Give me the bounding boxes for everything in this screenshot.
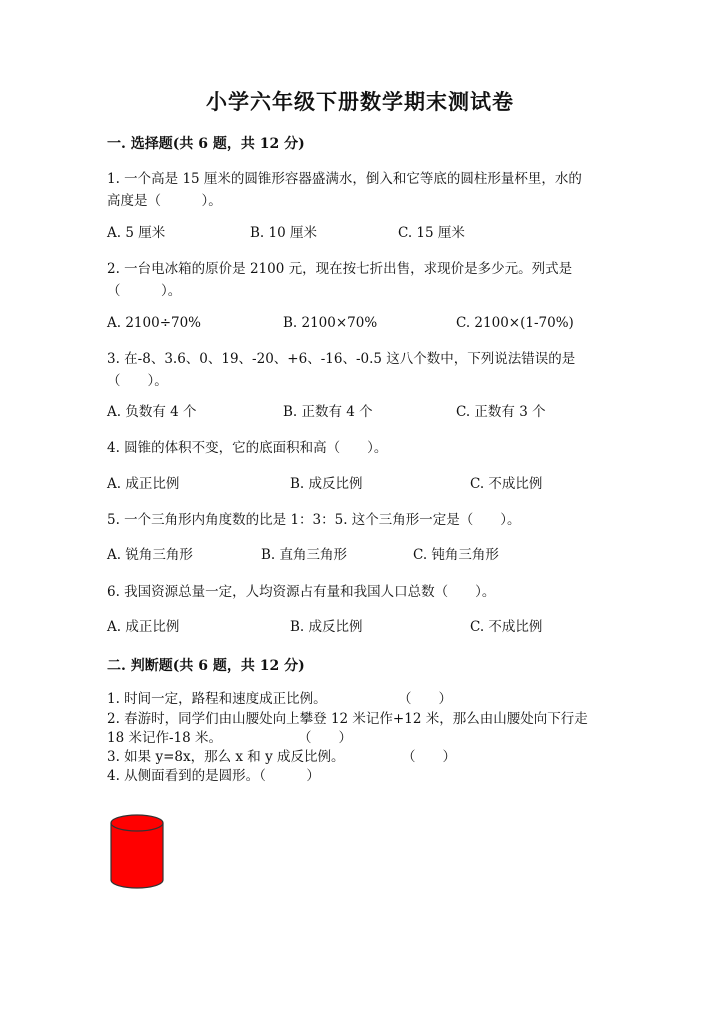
question-4-line1: 4. 圆锥的体积不变，它的底面积和高（ ）。 (107, 440, 388, 456)
question-2-option-c[interactable]: C. 2100×(1-70%) (456, 315, 574, 331)
question-6-option-b[interactable]: B. 成反比例 (290, 619, 363, 635)
question-6-option-a[interactable]: A. 成正比例 (107, 619, 180, 635)
question-3-option-a[interactable]: A. 负数有 4 个 (107, 404, 197, 420)
question-4-option-b[interactable]: B. 成反比例 (290, 476, 363, 492)
section-title-judgement: 二. 判断题(共 6 题，共 12 分) (107, 658, 305, 674)
question-1 (107, 168, 617, 212)
cylinder-top (111, 815, 163, 831)
judge-item-2-answer[interactable]: （ ） (298, 730, 352, 746)
question-1-option-a[interactable]: A. 5 厘米 (107, 225, 166, 241)
question-5-option-c[interactable]: C. 钝角三角形 (413, 547, 499, 563)
question-5-line1: 5. 一个三角形内角度数的比是 1：3：5. 这个三角形一定是（ ）。 (107, 512, 521, 528)
question-1-option-b[interactable]: B. 10 厘米 (250, 225, 317, 241)
question-2 (107, 258, 617, 302)
question-2-option-b[interactable]: B. 2100×70% (283, 315, 378, 331)
judge-item-4: 4. 从侧面看到的是圆形。（ ） (107, 768, 320, 784)
judge-item-3: 3. 如果 y=8x，那么 x 和 y 成反比例。 (107, 749, 345, 765)
question-1-line2: 高度是（ ）。 (107, 193, 222, 209)
question-4-option-a[interactable]: A. 成正比例 (107, 476, 180, 492)
judge-item-1: 1. 时间一定，路程和速度成正比例。 (107, 691, 327, 707)
question-2-line1: 2. 一台电冰箱的原价是 2100 元，现在按七折出售，求现价是多少元。列式是 (107, 261, 573, 277)
question-4-option-c[interactable]: C. 不成比例 (470, 476, 543, 492)
question-5-option-a[interactable]: A. 锐角三角形 (107, 547, 193, 563)
section-title-choice: 一. 选择题(共 6 题，共 12 分) (107, 136, 305, 152)
question-3 (107, 348, 617, 392)
judge-item-3-answer[interactable]: （ ） (402, 749, 456, 765)
question-3-option-b[interactable]: B. 正数有 4 个 (283, 404, 373, 420)
judge-item-1-answer[interactable]: （ ） (398, 691, 452, 707)
judge-item-2-cont: 18 米记作-18 米。 (107, 730, 223, 746)
red-cylinder-figure (108, 813, 166, 891)
cylinder-body (111, 823, 163, 888)
question-6-line1: 6. 我国资源总量一定，人均资源占有量和我国人口总数（ ）。 (107, 584, 496, 600)
question-4 (107, 437, 617, 459)
question-3-line2: （ ）。 (107, 373, 168, 389)
question-6-option-c[interactable]: C. 不成比例 (470, 619, 543, 635)
question-2-line2: （ ）。 (107, 283, 182, 299)
judge-item-2: 2. 春游时，同学们由山腰处向上攀登 12 米记作+12 米，那么由山腰处向下行走 (107, 711, 588, 727)
question-5 (107, 509, 617, 531)
question-5-option-b[interactable]: B. 直角三角形 (261, 547, 348, 563)
question-3-line1: 3. 在-8、3.6、0、19、-20、+6、-16、-0.5 这八个数中，下列说法错误的是 (107, 351, 576, 367)
question-1-option-c[interactable]: C. 15 厘米 (398, 225, 465, 241)
page-title: 小学六年级下册数学期末测试卷 (206, 89, 514, 114)
question-3-option-c[interactable]: C. 正数有 3 个 (456, 404, 546, 420)
question-6 (107, 581, 617, 603)
question-2-option-a[interactable]: A. 2100÷70% (107, 315, 202, 331)
question-1-line1: 1. 一个高是 15 厘米的圆锥形容器盛满水，倒入和它等底的圆柱形量杯里，水的 (107, 171, 582, 187)
